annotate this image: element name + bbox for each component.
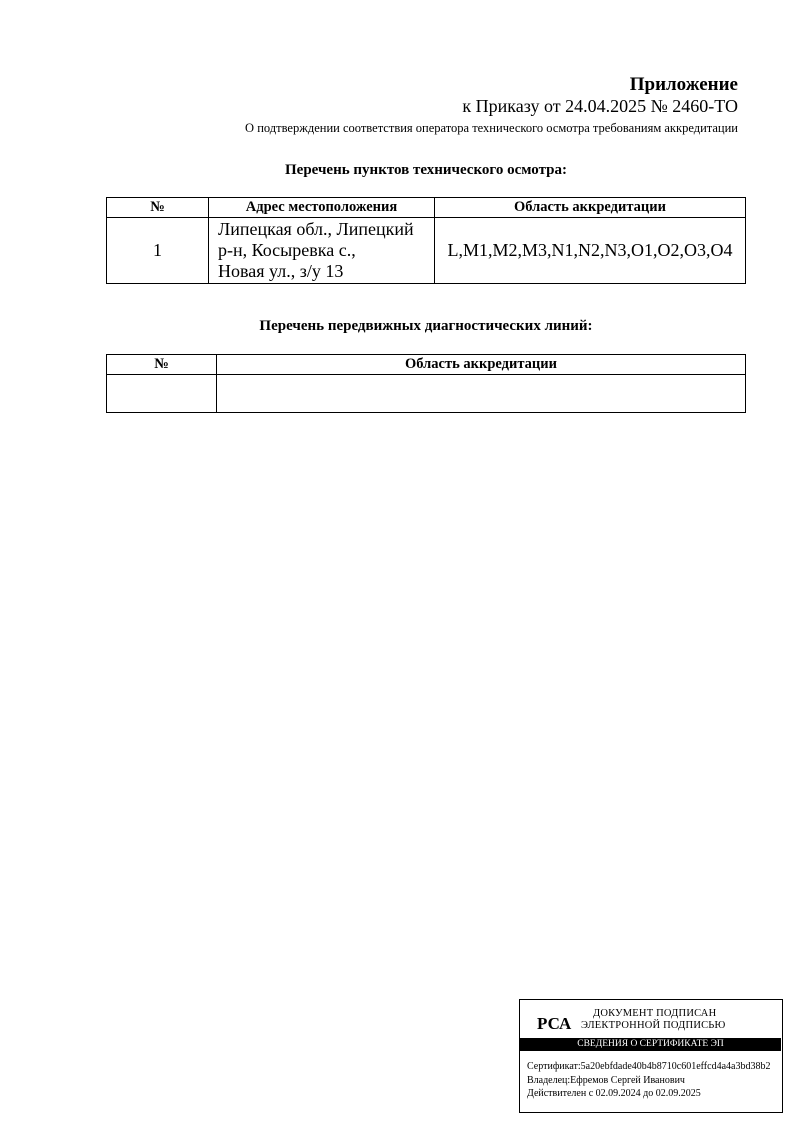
certificate-number: Сертификат:5a20ebfdade40b4b8710c601effcd4a4a3bd38b2 xyxy=(527,1061,771,1072)
empty-cell xyxy=(107,375,217,413)
certificate-info-bar: СВЕДЕНИЯ О СЕРТИФИКАТЕ ЭП xyxy=(520,1038,781,1051)
row-number: 1 xyxy=(107,218,209,284)
certificate-validity: Действителен с 02.09.2024 до 02.09.2025 xyxy=(527,1088,701,1099)
mobile-lines-section-title: Перечень передвижных диагностических линий: xyxy=(259,318,593,334)
column-header-address: Адрес местоположения xyxy=(209,198,435,218)
address-line: Липецкая обл., Липецкий xyxy=(218,219,414,239)
appendix-title: Приложение xyxy=(629,74,738,95)
stamp-signed-line: ДОКУМЕНТ ПОДПИСАН xyxy=(593,1008,717,1019)
table-header-row xyxy=(107,355,746,375)
row-accreditation-area: L,M1,M2,M3,N1,N2,N3,O1,O2,O3,O4 xyxy=(435,218,746,284)
empty-cell xyxy=(217,375,746,413)
table-row xyxy=(107,375,746,413)
column-header-accreditation-area: Область аккредитации xyxy=(217,355,746,375)
row-address xyxy=(209,218,435,284)
points-section-title: Перечень пунктов технического осмотра: xyxy=(285,162,567,178)
table-header-row xyxy=(107,198,746,218)
order-reference: к Приказу от 24.04.2025 № 2460-ТО xyxy=(462,96,738,116)
table-row xyxy=(107,218,746,284)
column-header-number: № xyxy=(107,198,209,218)
inspection-points-table xyxy=(106,197,746,284)
address-line: Новая ул., з/у 13 xyxy=(218,261,344,281)
column-header-number: № xyxy=(107,355,217,375)
certificate-owner: Владелец:Ефремов Сергей Иванович xyxy=(527,1075,685,1086)
rsa-logo: РСА xyxy=(537,1014,572,1033)
address-line: р-н, Косыревка с., xyxy=(218,240,356,260)
electronic-signature-stamp xyxy=(519,999,783,1113)
mobile-lines-table xyxy=(106,354,746,413)
order-subject: О подтверждении соответствия оператора технического осмотра требованиям аккредитации xyxy=(245,121,738,135)
column-header-accreditation-area: Область аккредитации xyxy=(435,198,746,218)
stamp-signature-line: ЭЛЕКТРОННОЙ ПОДПИСЬЮ xyxy=(581,1020,726,1031)
